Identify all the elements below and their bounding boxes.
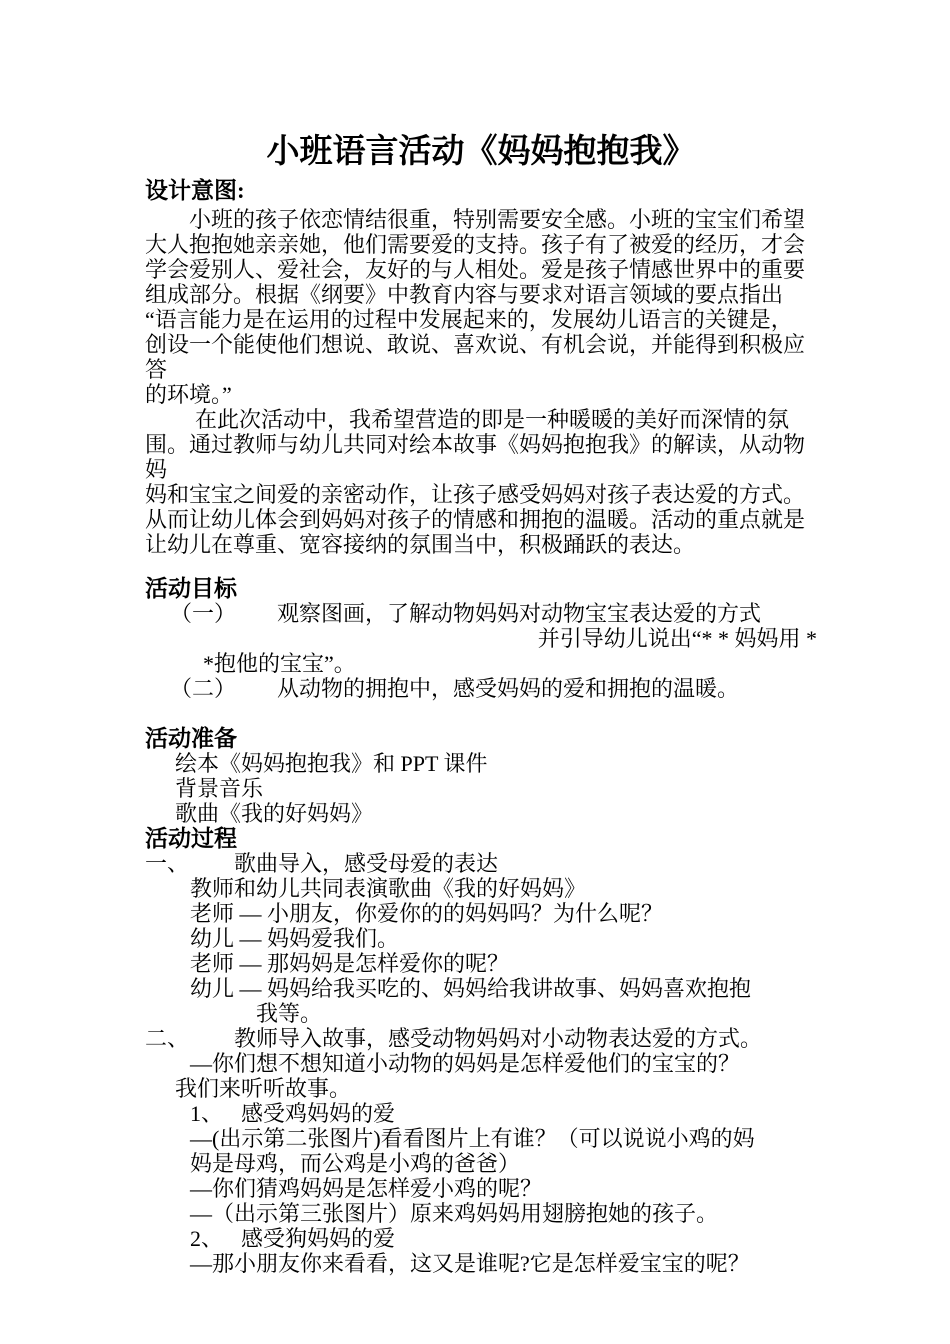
text-line xyxy=(145,1026,817,1051)
text-line: —你们猜鸡妈妈是怎样爱小鸡的呢？ xyxy=(190,1176,543,1201)
text-line: 让幼儿在尊重、宽容接纳的氛围当中，积极踊跃的表达。 xyxy=(145,532,696,557)
section-heading: 设计意图: xyxy=(145,178,245,203)
list-item-text: 教师导入故事，感受动物妈妈对小动物表达爱的方式。 xyxy=(234,1026,763,1051)
section-heading: 活动准备 xyxy=(145,726,237,751)
list-item-text: 歌曲导入，感受母爱的表达 xyxy=(234,851,499,876)
text-line: 歌曲《我的好妈妈》 xyxy=(175,801,374,826)
list-item-text: 感受狗妈妈的爱 xyxy=(241,1226,396,1251)
text-line: 并引导幼儿说出“* * 妈妈用 * xyxy=(537,626,817,651)
text-line: —（出示第三张图片）原来鸡妈妈用翅膀抱她的孩子。 xyxy=(190,1201,719,1226)
list-label: （二） xyxy=(170,676,237,701)
page-title: 小班语言活动《妈妈抱抱我》 xyxy=(266,134,696,170)
text-line: —(出示第二张图片)看看图片上有谁？（可以说说小鸡的妈 xyxy=(190,1126,755,1151)
text-line: 幼儿 — 妈妈给我买吃的、妈妈给我讲故事、妈妈喜欢抱抱 xyxy=(190,976,752,1001)
list-label: 二、 xyxy=(145,1026,190,1051)
text-line: 我等。 xyxy=(256,1001,323,1026)
document-content xyxy=(145,130,817,1276)
text-line: 老师 — 小朋友，你爱你的的妈妈吗？为什么呢？ xyxy=(190,901,664,926)
text-line: 的环境。” xyxy=(145,382,232,407)
text-line xyxy=(145,1226,817,1251)
text-line: 幼儿 — 妈妈爱我们。 xyxy=(190,926,400,951)
text-line: 教师和幼儿共同表演歌曲《我的好妈妈》 xyxy=(190,876,587,901)
text-line: 在此次活动中，我希望营造的即是一种暖暖的美好而深情的氛 xyxy=(195,407,790,432)
text-line: 妈是母鸡，而公鸡是小鸡的爸爸） xyxy=(190,1151,521,1176)
text-line: 从而让幼儿体会到妈妈对孩子的情感和拥抱的温暖。活动的重点就是 xyxy=(145,507,806,532)
list-label: 一、 xyxy=(145,851,190,876)
section-heading: 活动目标 xyxy=(145,576,237,601)
text-line: 创设一个能使他们想说、敢说、喜欢说、有机会说，并能得到积极应答 xyxy=(145,332,806,382)
text-line: 我们来听听故事。 xyxy=(175,1076,352,1101)
text-line xyxy=(145,851,817,876)
section-heading: 活动过程 xyxy=(145,826,237,851)
list-label: 2、 xyxy=(190,1226,224,1251)
text-line: 小班的孩子依恋情结很重，特别需要安全感。小班的宝宝们希望 xyxy=(189,207,806,232)
list-label: （一） xyxy=(170,601,237,626)
text-line: —那小朋友你来看看，这又是谁呢?它是怎样爱宝宝的呢？ xyxy=(190,1251,750,1276)
document-body xyxy=(145,178,817,1276)
text-line: 背景音乐 xyxy=(175,776,264,801)
text-line: 绘本《妈妈抱抱我》和 PPT 课件 xyxy=(175,751,488,776)
text-line: “语言能力是在运用的过程中发展起来的，发展幼儿语言的关键是， xyxy=(145,307,793,332)
list-item-text: 观察图画，了解动物妈妈对动物宝宝表达爱的方式 xyxy=(277,601,762,626)
text-line: —你们想不想知道小动物的妈妈是怎样爱他们的宝宝的？ xyxy=(190,1051,741,1076)
list-item-text: 从动物的拥抱中，感受妈妈的爱和拥抱的温暖。 xyxy=(277,676,740,701)
text-line: 妈和宝宝之间爱的亲密动作，让孩子感受妈妈对孩子表达爱的方式。 xyxy=(145,482,806,507)
text-line xyxy=(145,601,817,626)
text-line xyxy=(145,676,817,701)
text-line: 老师 — 那妈妈是怎样爱你的呢？ xyxy=(190,951,510,976)
text-line: 大人抱抱她亲亲她，他们需要爱的支持。孩子有了被爱的经历，才会 xyxy=(145,232,806,257)
list-label: 1、 xyxy=(190,1101,224,1126)
text-line: 学会爱别人、爱社会，友好的与人相处。爱是孩子情感世界中的重要 xyxy=(145,257,806,282)
text-line: 组成部分。根据《纲要》中教育内容与要求对语言领域的要点指出 xyxy=(145,282,784,307)
list-item-text: 感受鸡妈妈的爱 xyxy=(241,1101,396,1126)
text-line xyxy=(145,1101,817,1126)
text-line: 围。通过教师与幼儿共同对绘本故事《妈妈抱抱我》的解读，从动物妈 xyxy=(145,432,806,482)
text-line: *抱他的宝宝”。 xyxy=(203,651,356,676)
